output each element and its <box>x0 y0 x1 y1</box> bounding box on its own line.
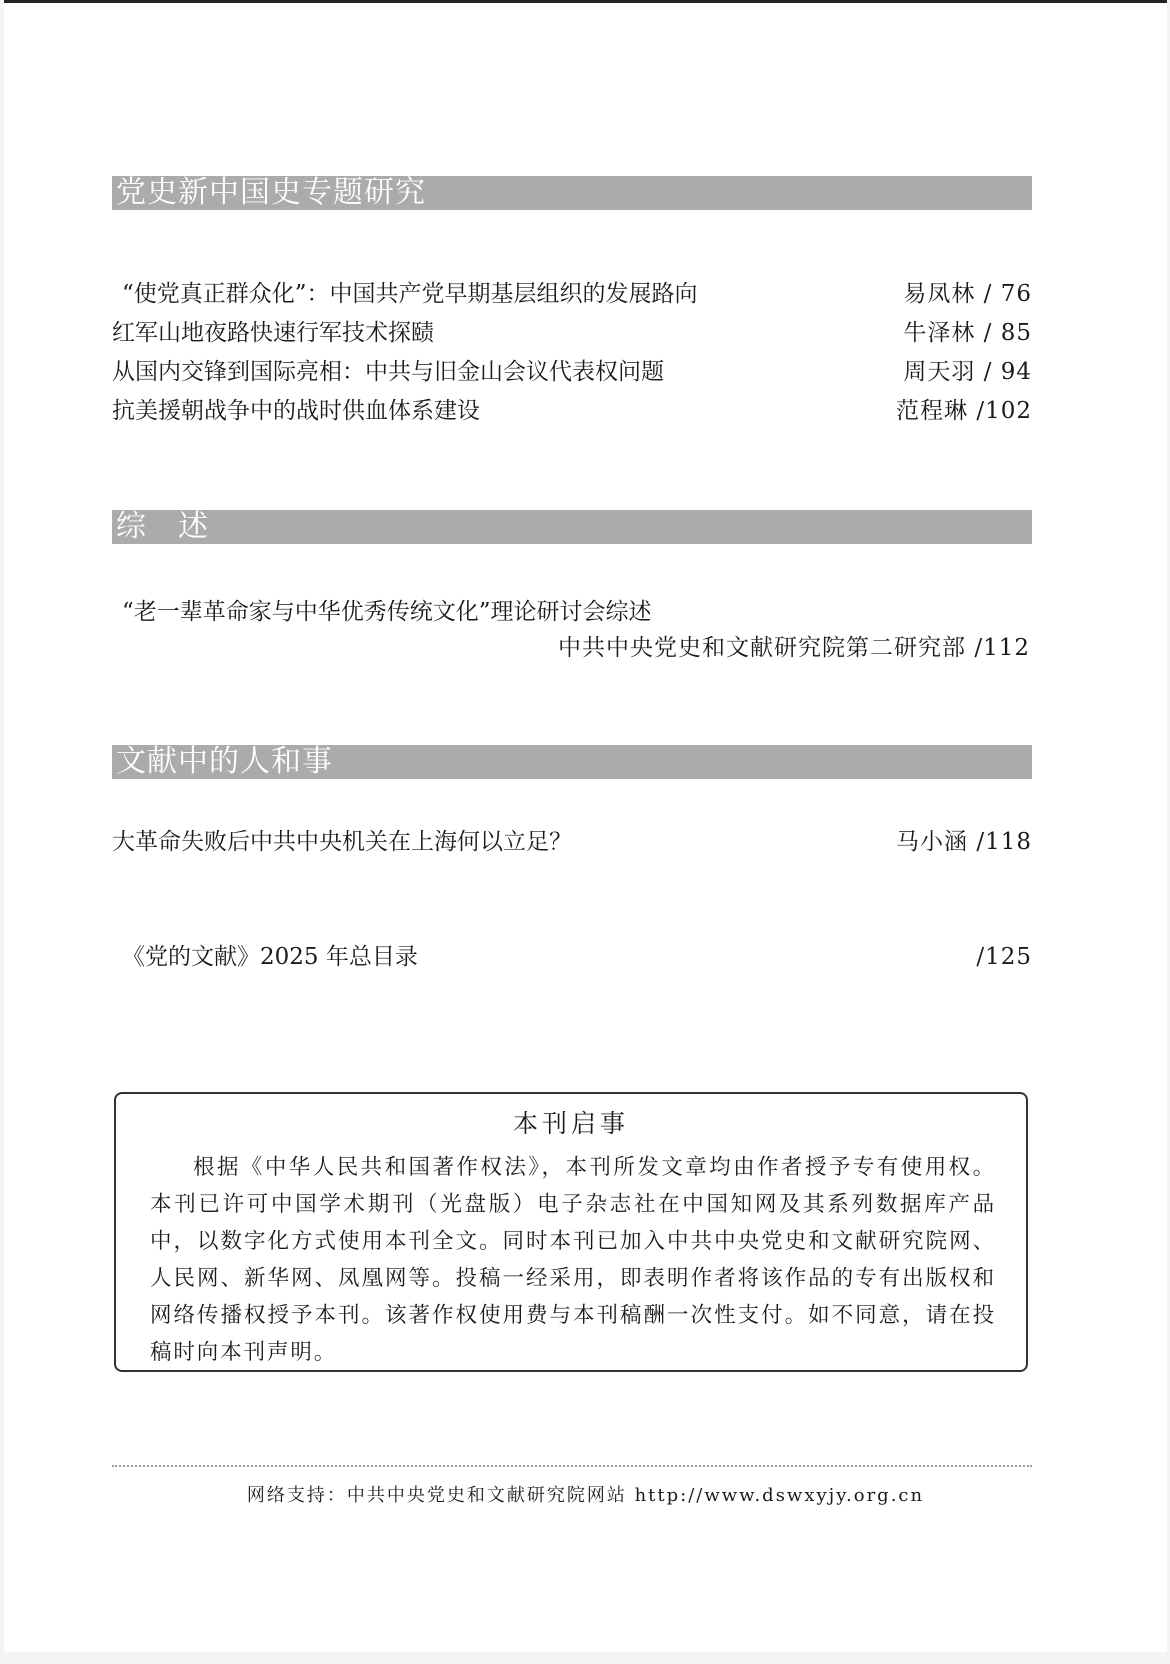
section-title: 党史新中国史专题研究 <box>116 175 426 210</box>
section-header-people-events <box>112 745 1032 779</box>
toc-entry[interactable] <box>112 354 1032 390</box>
article-title: “老一辈革命家与中华优秀传统文化”理论研讨会综述 <box>122 599 652 625</box>
author-page: 马小涵 /118 <box>896 829 1032 855</box>
toc-entry[interactable] <box>112 393 1032 429</box>
annual-index-title: 《党的文献》2025 年总目录 <box>122 944 418 970</box>
section-header-review <box>112 510 1032 544</box>
notice-box <box>114 1092 1028 1372</box>
author-page: 周天羽 / 94 <box>903 359 1032 385</box>
article-title: 红军山地夜路快速行军技术探赜 <box>112 320 434 346</box>
annual-index-page: /125 <box>976 944 1032 970</box>
author-page: 牛泽林 / 85 <box>903 320 1032 346</box>
notice-title: 本刊启事 <box>512 1109 629 1138</box>
footer-web-support: 网络支持：中共中央党史和文献研究院网站 http://www.dswxyjy.org.cn <box>246 1485 925 1506</box>
author-page: 易凤林 / 76 <box>903 281 1032 307</box>
notice-body: 根据《中华人民共和国著作权法》，本刊所发文章均由作者授予专有使用权。本刊已许可中国学术期刊（光盘版）电子杂志社在中国知网及其系列数据库产品中，以数字化方式使用本刊全文。同时本刊已加入中共中央党史和文献研究院网、人民网、新华网、凤凰网等。投稿一经采用，即表明作者将该作品的专有出版权和网络传播权授予本刊。该著作权使用费与本刊稿酬一次性支付。如不同意，请在投稿时向本刊声明。 <box>150 1155 996 1365</box>
section-header-party-history <box>112 176 1032 210</box>
toc-entry[interactable] <box>112 594 1032 630</box>
annual-index-entry[interactable] <box>112 939 1032 975</box>
toc-entry-author-line[interactable] <box>112 630 1032 666</box>
toc-entry[interactable] <box>112 315 1032 351</box>
author-page: 范程琳 /102 <box>896 398 1032 424</box>
journal-page <box>4 0 1167 1652</box>
author-page: 中共中央党史和文献研究院第二研究部 /112 <box>558 635 1030 661</box>
article-title: 大革命失败后中共中央机关在上海何以立足？ <box>112 829 572 855</box>
toc-entry[interactable] <box>112 276 1032 312</box>
toc-entry[interactable] <box>112 824 1032 860</box>
section-title: 文献中的人和事 <box>116 744 333 779</box>
article-title: “使党真正群众化”：中国共产党早期基层组织的发展路向 <box>122 281 698 307</box>
footer-divider <box>112 1465 1032 1467</box>
article-title: 抗美援朝战争中的战时供血体系建设 <box>112 398 480 424</box>
section-title: 综 述 <box>116 509 209 544</box>
article-title: 从国内交锋到国际亮相：中共与旧金山会议代表权问题 <box>112 359 664 385</box>
